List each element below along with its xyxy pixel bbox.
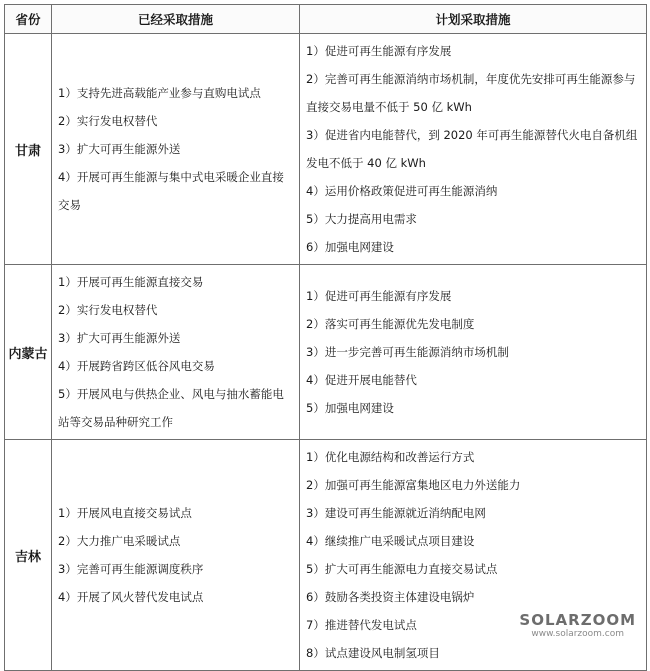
header-planned-measures: 计划采取措施: [300, 5, 647, 34]
list-item: 5）加强电网建设: [306, 401, 394, 415]
list-item: 6）加强电网建设: [306, 240, 394, 254]
province-cell: 内蒙古: [5, 265, 52, 440]
list-item: 4）开展可再生能源与集中式电采暖企业直接交易: [58, 170, 284, 212]
list-item: 3）促进省内电能替代，到 2020 年可再生能源替代火电自备机组发电不低于 40 亿 kWh: [306, 128, 638, 170]
list-item: 3）完善可再生能源调度秩序: [58, 562, 204, 576]
table-header-row: [5, 5, 647, 34]
list-item: 1）促进可再生能源有序发展: [306, 289, 452, 303]
watermark-logo: SOLARZOOM: [519, 611, 636, 629]
list-item: 2）实行发电权替代: [58, 303, 158, 317]
list-item: 4）开展了风火替代发电试点: [58, 590, 204, 604]
list-item: 2）大力推广电采暖试点: [58, 534, 181, 548]
list-item: 4）继续推广电采暖试点项目建设: [306, 534, 475, 548]
list-item: 1）开展风电直接交易试点: [58, 506, 192, 520]
planned-measures-cell: [300, 265, 647, 440]
list-item: 3）扩大可再生能源外送: [58, 331, 181, 345]
province-cell: 甘肃: [5, 34, 52, 265]
list-item: 1）促进可再生能源有序发展: [306, 44, 452, 58]
list-item: 1）优化电源结构和改善运行方式: [306, 450, 475, 464]
list-item: 1）开展可再生能源直接交易: [58, 275, 204, 289]
list-item: 3）建设可再生能源就近消纳配电网: [306, 506, 486, 520]
list-item: 4）促进开展电能替代: [306, 373, 417, 387]
policy-table: [4, 4, 647, 671]
list-item: 2）加强可再生能源富集地区电力外送能力: [306, 478, 521, 492]
list-item: 5）扩大可再生能源电力直接交易试点: [306, 562, 498, 576]
list-item: 7）推进替代发电试点: [306, 618, 417, 632]
done-measures-cell: [52, 265, 300, 440]
list-item: 6）鼓励各类投资主体建设电锅炉: [306, 590, 475, 604]
planned-measures-cell: [300, 34, 647, 265]
province-cell: 吉林: [5, 440, 52, 671]
done-measures-cell: [52, 34, 300, 265]
list-item: 5）大力提高用电需求: [306, 212, 417, 226]
header-done-measures: 已经采取措施: [52, 5, 300, 34]
list-item: 3）进一步完善可再生能源消纳市场机制: [306, 345, 509, 359]
list-item: 1）支持先进高载能产业参与直购电试点: [58, 86, 261, 100]
list-item: 2）落实可再生能源优先发电制度: [306, 317, 475, 331]
watermark-url: www.solarzoom.com: [531, 629, 625, 639]
list-item: 5）开展风电与供热企业、风电与抽水蓄能电站等交易品种研究工作: [58, 387, 284, 429]
table-row: [5, 34, 647, 265]
list-item: 2）完善可再生能源消纳市场机制，年度优先安排可再生能源参与直接交易电量不低于 50 亿 kWh: [306, 72, 636, 114]
list-item: 8）试点建设风电制氢项目: [306, 646, 440, 660]
table-row: [5, 265, 647, 440]
list-item: 4）开展跨省跨区低谷风电交易: [58, 359, 215, 373]
done-measures-cell: [52, 440, 300, 671]
list-item: 3）扩大可再生能源外送: [58, 142, 181, 156]
list-item: 2）实行发电权替代: [58, 114, 158, 128]
solarzoom-watermark: [519, 611, 636, 639]
header-province: 省份: [5, 5, 52, 34]
list-item: 4）运用价格政策促进可再生能源消纳: [306, 184, 498, 198]
